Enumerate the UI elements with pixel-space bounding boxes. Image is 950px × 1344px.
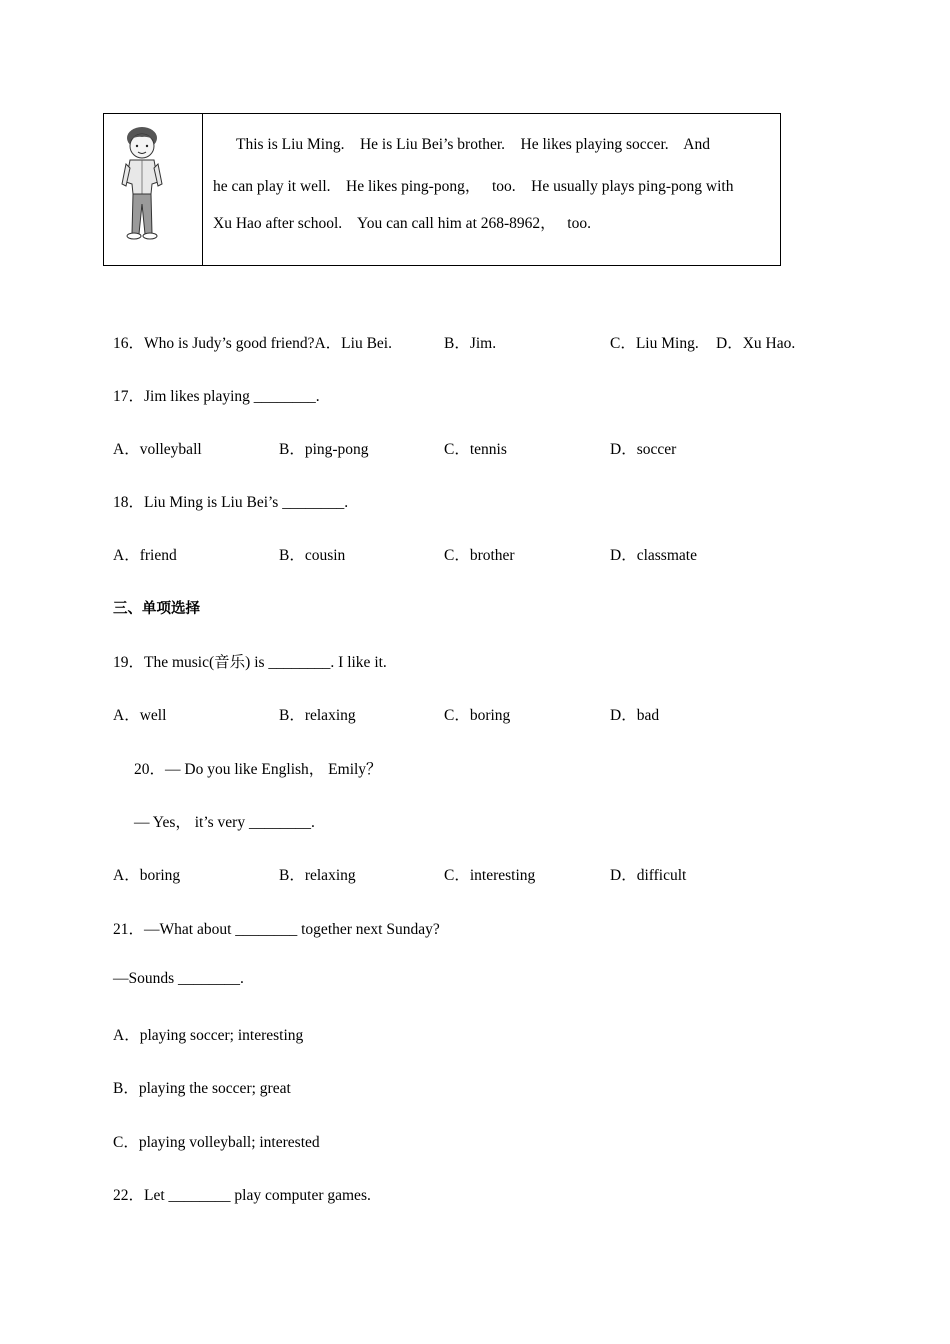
q16-stem: 16．Who is Judy’s good friend?A．Liu Bei.: [113, 335, 392, 352]
q16-option-d[interactable]: D．Xu Hao.: [716, 335, 796, 352]
q21-option-a[interactable]: A．playing soccer; interesting: [113, 1027, 304, 1044]
q17-stem: 17．Jim likes playing ________.: [113, 388, 320, 405]
q18-option-c[interactable]: C．brother: [444, 547, 515, 564]
passage-line-3: Xu Hao after school. You can call him at 268-8962， too.: [213, 215, 591, 232]
passage-text: [213, 114, 775, 265]
q18-stem: 18．Liu Ming is Liu Bei’s ________.: [113, 494, 349, 511]
passage-box: [103, 113, 781, 266]
q22-stem: 22．Let ________ play computer games.: [113, 1187, 371, 1204]
q20-line2: — Yes， it’s very ________.: [134, 814, 315, 831]
q17-option-c[interactable]: C．tennis: [444, 441, 507, 458]
q20-option-b[interactable]: B．relaxing: [279, 867, 356, 884]
q19-stem: 19．The music(音乐) is ________. I like it.: [113, 654, 387, 671]
q21-line2: —Sounds ________.: [113, 970, 244, 987]
q20-option-a[interactable]: A．boring: [113, 867, 181, 884]
q20-option-d[interactable]: D．difficult: [610, 867, 687, 884]
q20-stem: 20．— Do you like English， Emily？: [134, 761, 382, 778]
q17-option-a[interactable]: A．volleyball: [113, 441, 202, 458]
q19-option-d[interactable]: D．bad: [610, 707, 660, 724]
q21-stem: 21．—What about ________ together next Sunday?: [113, 921, 440, 938]
q19-option-a[interactable]: A．well: [113, 707, 167, 724]
q18-option-d[interactable]: D．classmate: [610, 547, 697, 564]
picture-cell: [104, 114, 203, 265]
q21-option-b[interactable]: B．playing the soccer; great: [113, 1080, 291, 1097]
q16-option-c[interactable]: C．Liu Ming.: [610, 335, 699, 352]
q19-option-c[interactable]: C．boring: [444, 707, 511, 724]
q20-option-c[interactable]: C．interesting: [444, 867, 536, 884]
q18-option-b[interactable]: B．cousin: [279, 547, 346, 564]
q17-option-b[interactable]: B．ping-pong: [279, 441, 369, 458]
passage-line-1: This is Liu Ming. He is Liu Bei’s brother. He likes playing soccer. And: [213, 136, 710, 153]
q21-option-c[interactable]: C．playing volleyball; interested: [113, 1134, 320, 1151]
q19-option-b[interactable]: B．relaxing: [279, 707, 356, 724]
section-heading: 三、单项选择: [113, 601, 200, 617]
passage-line-2: he can play it well. He likes ping-pong， too. He usually plays ping-pong with: [213, 178, 734, 195]
q17-option-d[interactable]: D．soccer: [610, 441, 677, 458]
boy-illustration: [112, 124, 172, 244]
q16-option-b[interactable]: B．Jim.: [444, 335, 497, 352]
q18-option-a[interactable]: A．friend: [113, 547, 177, 564]
